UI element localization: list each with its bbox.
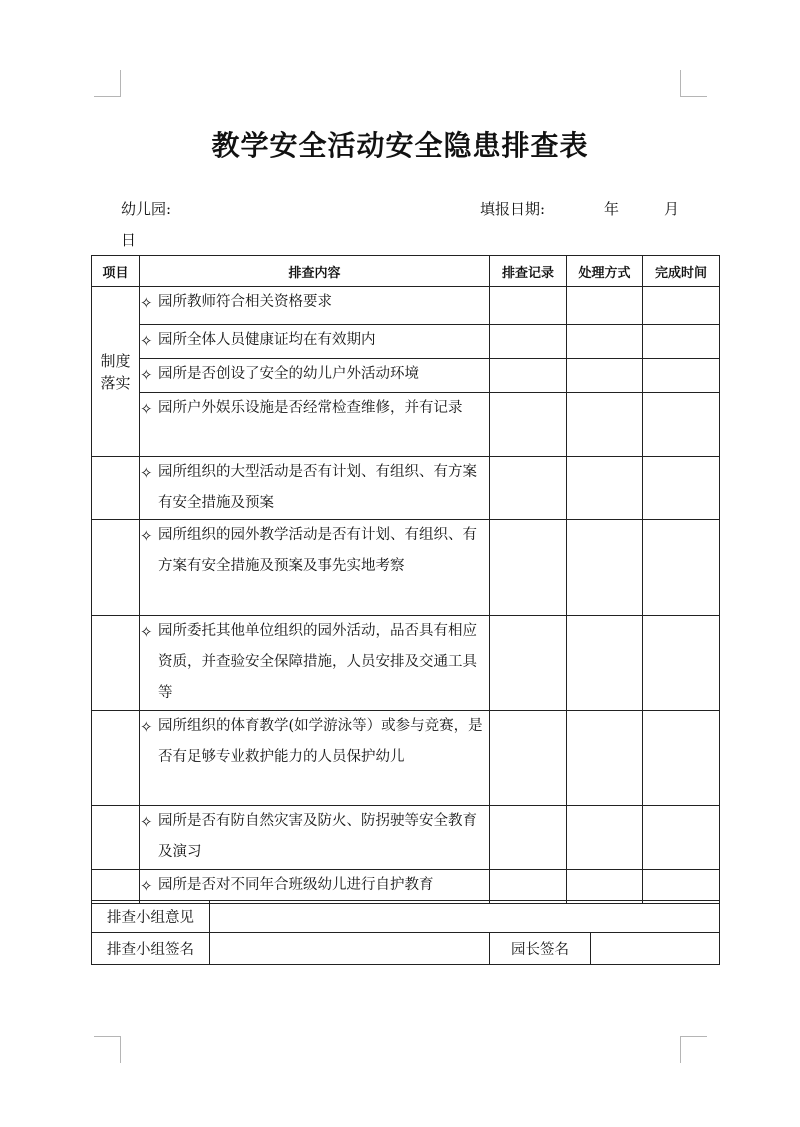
content-cell: [140, 616, 490, 711]
opinion-label: 排查小组意见: [92, 901, 210, 933]
category-cell: [92, 287, 140, 457]
category-cell: [92, 806, 140, 870]
principal-signature-field[interactable]: [591, 933, 720, 965]
table-row: [92, 287, 720, 325]
row-text: 园所委托其他单位组织的园外活动，品否具有相应资质，并查验安全保障措施，人员安排及交通工具等: [158, 623, 477, 701]
completion-cell[interactable]: [643, 616, 720, 711]
record-cell[interactable]: [490, 393, 567, 457]
completion-cell[interactable]: [643, 325, 720, 359]
row-text: 园所是否对不同年合班级幼儿进行自护教育: [158, 877, 434, 893]
row-text: 园所组织的大型活动是否有计划、有组织、有方案有安全措施及预案: [158, 464, 477, 511]
signature-label: 排查小组签名: [92, 933, 210, 965]
record-cell[interactable]: [490, 806, 567, 870]
completion-cell[interactable]: [643, 520, 720, 616]
page-title: 教学安全活动安全隐患排查表: [211, 129, 589, 162]
content-cell: [140, 325, 490, 359]
completion-cell[interactable]: [643, 711, 720, 806]
column-header: 完成时间: [643, 256, 720, 287]
handling-cell[interactable]: [567, 711, 643, 806]
table-row: [92, 806, 720, 870]
content-cell: [140, 711, 490, 806]
content-cell: [140, 806, 490, 870]
diamond-bullet-icon: ✧: [140, 813, 153, 831]
record-cell[interactable]: [490, 325, 567, 359]
handling-cell[interactable]: [567, 393, 643, 457]
table-row: [92, 711, 720, 806]
row-text: 园所教师符合相关资格要求: [158, 294, 332, 310]
completion-cell[interactable]: [643, 806, 720, 870]
handling-cell[interactable]: [567, 325, 643, 359]
completion-cell[interactable]: [643, 287, 720, 325]
signature-row: [92, 933, 720, 965]
diamond-bullet-icon: ✧: [140, 366, 153, 384]
content-cell: [140, 520, 490, 616]
row-text: 园所是否创设了安全的幼儿户外活动环境: [158, 366, 419, 382]
record-cell[interactable]: [490, 287, 567, 325]
category-label-line: 制度: [100, 351, 131, 370]
table-row: [92, 520, 720, 616]
completion-cell[interactable]: [643, 359, 720, 393]
record-cell[interactable]: [490, 711, 567, 806]
diamond-bullet-icon: ✧: [140, 527, 153, 545]
opinion-row: [92, 901, 720, 933]
month-label: 月: [664, 200, 680, 218]
content-cell: [140, 457, 490, 520]
content-cell: [140, 359, 490, 393]
diamond-bullet-icon: ✧: [140, 400, 153, 418]
table-header-row: [92, 256, 720, 287]
year-label: 年: [604, 200, 620, 218]
date-label: 填报日期:: [480, 200, 546, 218]
row-text: 园所户外娱乐设施是否经常检查维修，并有记录: [158, 400, 463, 416]
table-row: [92, 616, 720, 711]
column-header: 排查记录: [490, 256, 567, 287]
row-text: 园所是否有防自然灾害及防火、防拐驶等安全教育及演习: [158, 813, 477, 860]
footer-table: [91, 900, 720, 965]
row-text: 园所全体人员健康证均在有效期内: [158, 332, 376, 348]
diamond-bullet-icon: ✧: [140, 464, 153, 482]
handling-cell[interactable]: [567, 359, 643, 393]
content-cell: [140, 287, 490, 325]
column-header: 处理方式: [567, 256, 643, 287]
record-cell[interactable]: [490, 520, 567, 616]
category-cell: [92, 520, 140, 616]
category-cell: [92, 457, 140, 520]
record-cell[interactable]: [490, 616, 567, 711]
diamond-bullet-icon: ✧: [140, 623, 153, 641]
kindergarten-label: 幼儿园:: [121, 200, 172, 218]
diamond-bullet-icon: ✧: [140, 718, 153, 736]
table-row: [92, 393, 720, 457]
table-row: [92, 870, 720, 904]
table-row: [92, 359, 720, 393]
inspection-table: [91, 255, 720, 904]
record-cell[interactable]: [490, 870, 567, 904]
row-text: 园所组织的体育教学(如学游泳等）或参与竞赛，是否有足够专业救护能力的人员保护幼儿: [158, 718, 483, 765]
handling-cell[interactable]: [567, 870, 643, 904]
handling-cell[interactable]: [567, 616, 643, 711]
crop-mark-top-left: [94, 70, 121, 97]
diamond-bullet-icon: ✧: [140, 332, 153, 350]
completion-cell[interactable]: [643, 870, 720, 904]
completion-cell[interactable]: [643, 457, 720, 520]
opinion-field[interactable]: [210, 901, 720, 933]
row-text: 园所组织的园外教学活动是否有计划、有组织、有方案有安全措施及预案及事先实地考察: [158, 527, 477, 574]
category-cell: [92, 616, 140, 711]
record-cell[interactable]: [490, 359, 567, 393]
handling-cell[interactable]: [567, 457, 643, 520]
diamond-bullet-icon: ✧: [140, 877, 153, 895]
category-cell: [92, 870, 140, 904]
day-label: 日: [121, 231, 137, 249]
diamond-bullet-icon: ✧: [140, 294, 153, 312]
column-header: 排查内容: [140, 256, 490, 287]
handling-cell[interactable]: [567, 806, 643, 870]
content-cell: [140, 393, 490, 457]
handling-cell[interactable]: [567, 520, 643, 616]
content-cell: [140, 870, 490, 904]
table-row: [92, 325, 720, 359]
table-row: [92, 457, 720, 520]
crop-mark-top-right: [680, 70, 707, 97]
record-cell[interactable]: [490, 457, 567, 520]
category-label-line: 落实: [100, 373, 131, 392]
column-header: 项目: [92, 256, 140, 287]
crop-mark-bottom-right: [680, 1036, 707, 1063]
category-cell: [92, 711, 140, 806]
crop-mark-bottom-left: [94, 1036, 121, 1063]
handling-cell[interactable]: [567, 287, 643, 325]
completion-cell[interactable]: [643, 393, 720, 457]
principal-label: 园长签名: [490, 933, 591, 965]
signature-field[interactable]: [210, 933, 490, 965]
